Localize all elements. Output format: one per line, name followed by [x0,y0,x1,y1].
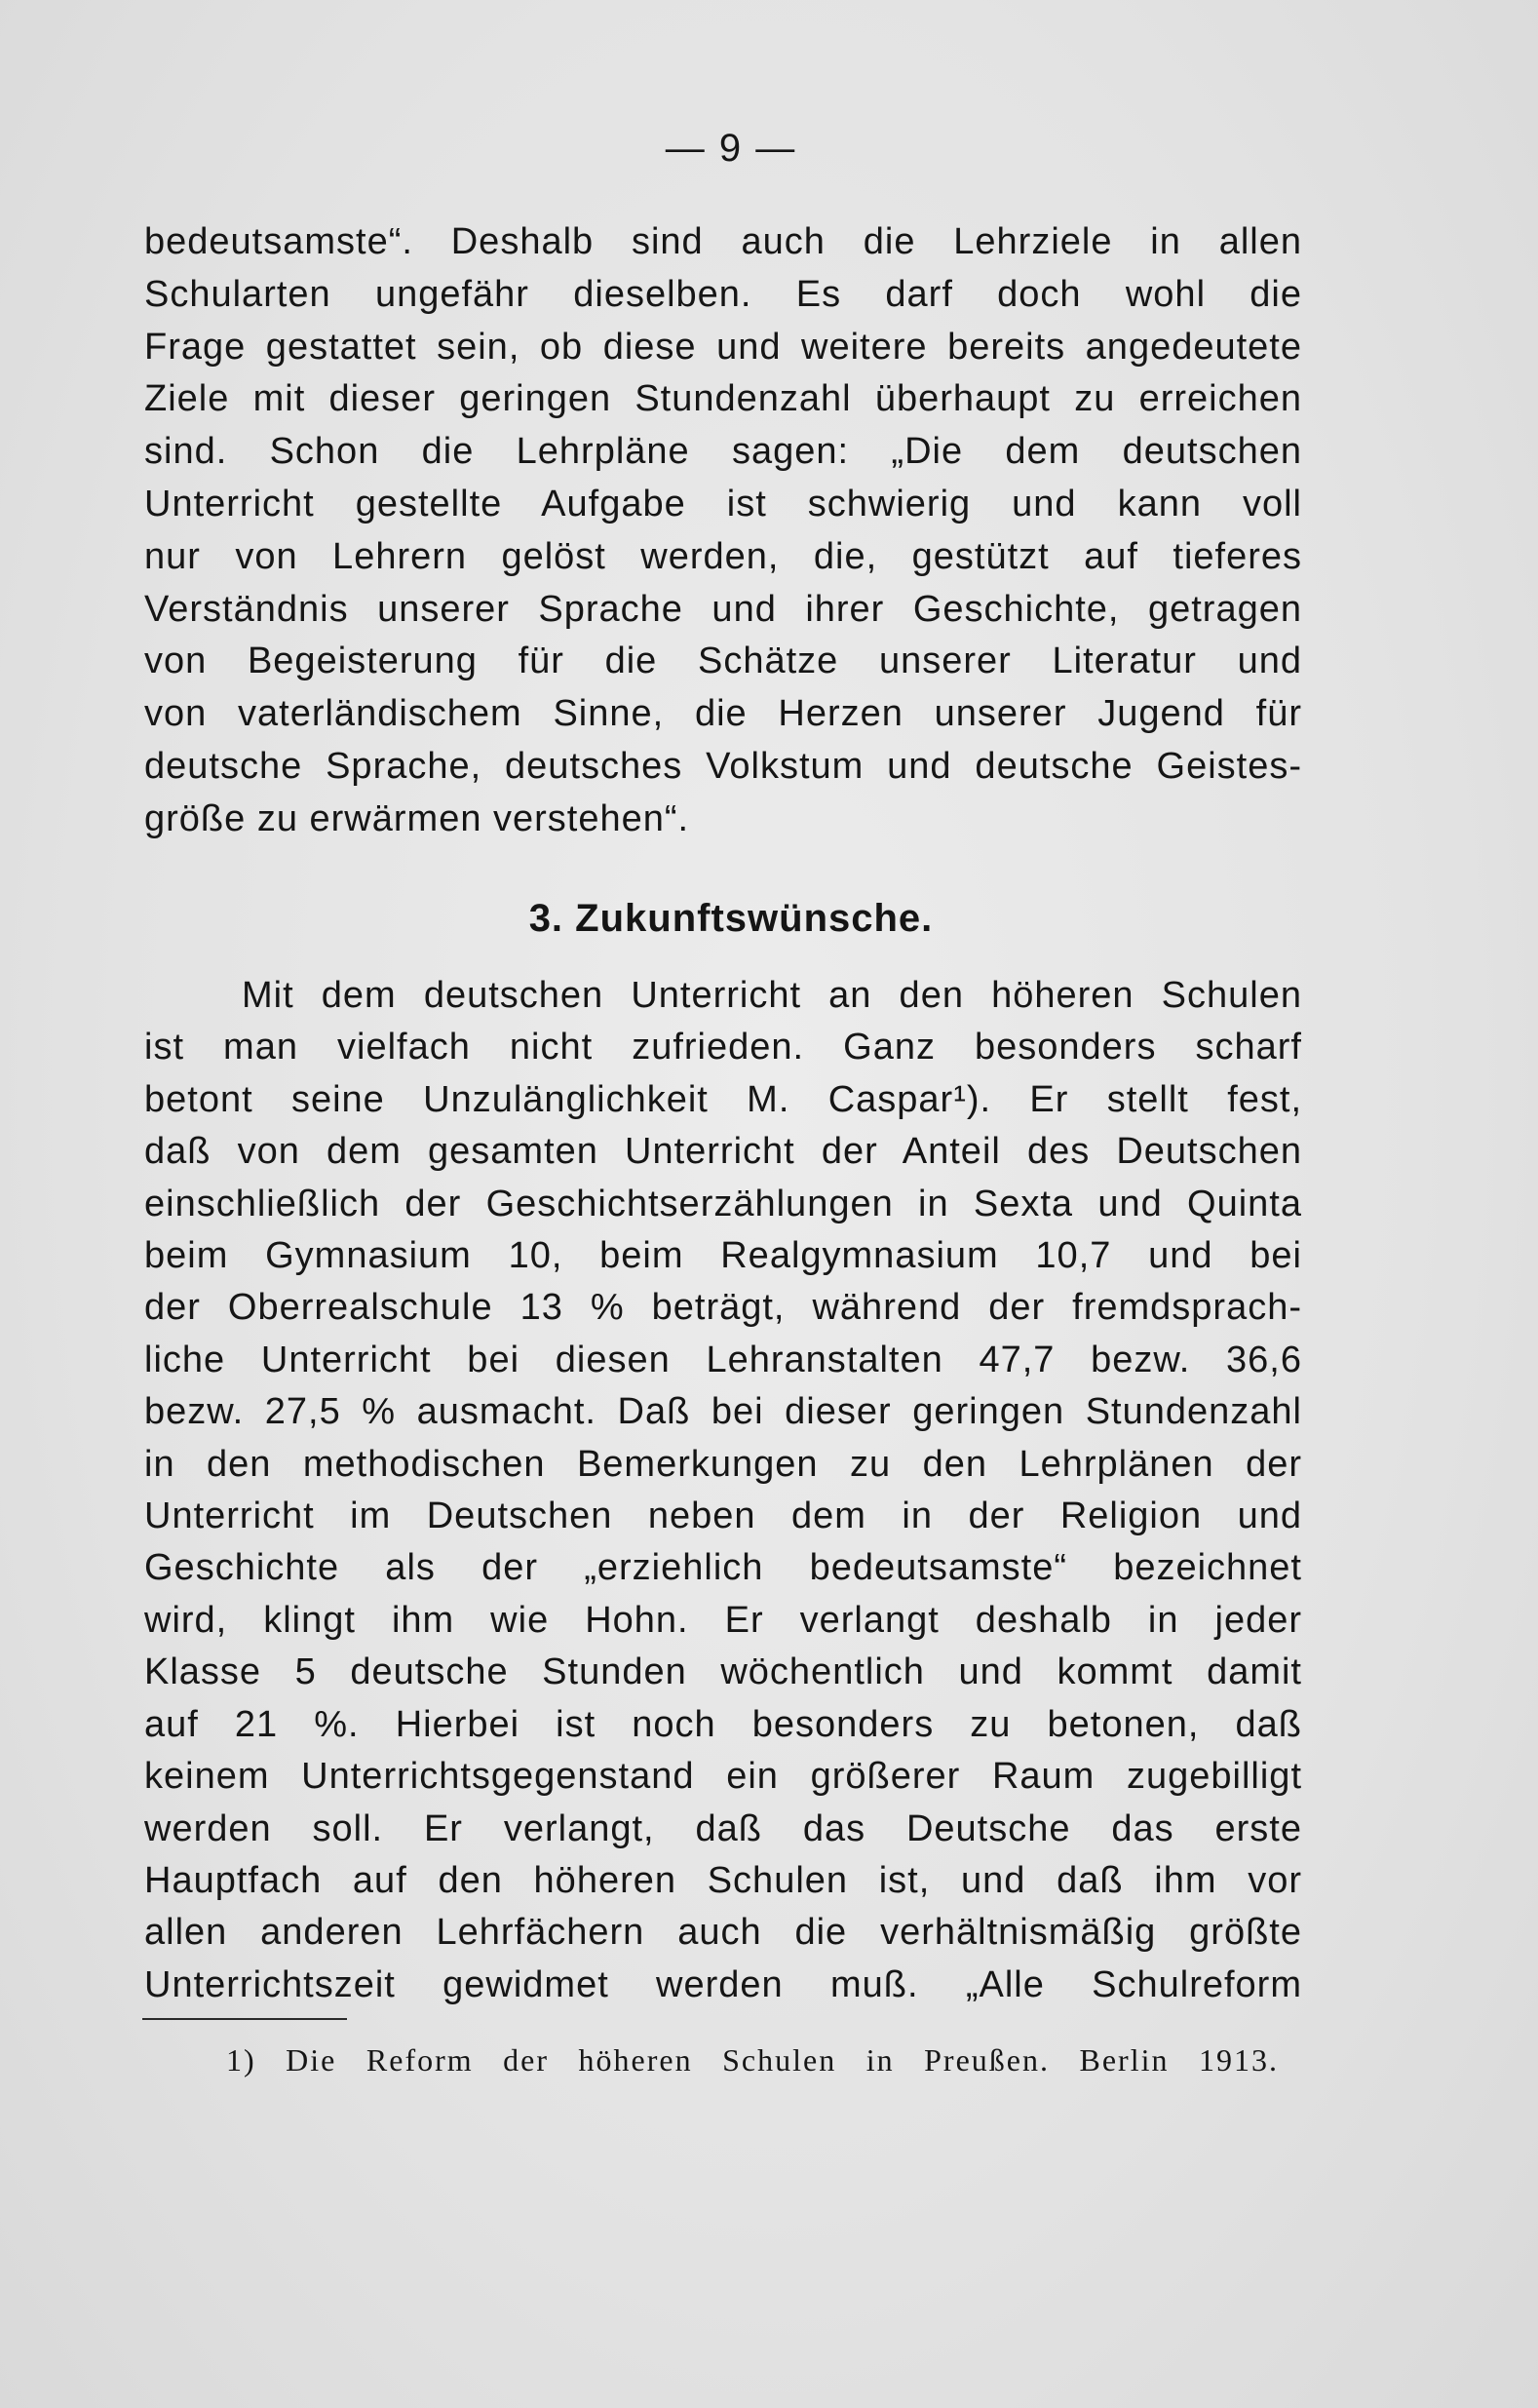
text-line: betont seine Unzulänglichkeit M. Caspar¹). Er stellt fest, [144,1078,1302,1120]
page-number: — 9 — [665,127,797,170]
text-line: werden soll. Er verlangt, daß das Deutsche das erste [144,1807,1302,1849]
section-heading: 3. Zukunftswünsche. [528,897,934,940]
paragraph-2 [144,970,1302,2011]
text-line: Unterricht gestellte Aufgabe ist schwierig und kann voll [144,483,1302,524]
text-line: Schularten ungefähr dieselben. Es darf doch wohl die [144,273,1302,315]
text-line: Verständnis unserer Sprache und ihrer Geschichte, getragen [144,588,1302,630]
paragraph-1 [144,216,1302,846]
text-line: Mit dem deutschen Unterricht an den höheren Schulen [242,975,1302,1016]
text-line: liche Unterricht bei diesen Lehranstalten 47,7 bezw. 36,6 [144,1339,1302,1380]
text-line: Geschichte als der „erziehlich bedeutsamste“ bezeichnet [144,1547,1302,1589]
text-line: einschließlich der Geschichtserzählungen in Sexta und Quinta [144,1183,1302,1224]
text-line: in den methodischen Bemerkungen zu den Lehrplänen der [144,1443,1302,1485]
text-line: bedeutsamste“. Deshalb sind auch die Lehrziele in allen [144,221,1302,262]
text-line: der Oberrealschule 13 % beträgt, während der fremdsprach- [144,1287,1302,1329]
text-line: allen anderen Lehrfächern auch die verhältnismäßig größte [144,1912,1302,1954]
text-line: nur von Lehrern gelöst werden, die, gestützt auf tieferes [144,535,1302,577]
text-line: auf 21 %. Hierbei ist noch besonders zu betonen, daß [144,1703,1302,1745]
footnote-divider [142,2018,347,2020]
text-line: beim Gymnasium 10, beim Realgymnasium 10,7 und bei [144,1235,1302,1277]
text-line: bezw. 27,5 % ausmacht. Daß bei dieser geringen Stundenzahl [144,1391,1302,1433]
text-line: sind. Schon die Lehrpläne sagen: „Die dem deutschen [144,431,1302,473]
text-line: daß von dem gesamten Unterricht der Anteil des Deutschen [144,1131,1302,1173]
text-line: Unterricht im Deutschen neben dem in der Religion und [144,1495,1302,1537]
text-line: Frage gestattet sein, ob diese und weitere bereits angedeutete [144,326,1302,368]
text-line: keinem Unterrichtsgegenstand ein größerer Raum zugebilligt [144,1756,1302,1798]
text-line: größe zu erwärmen verstehen“. [144,797,690,839]
text-line: von vaterländischem Sinne, die Herzen unserer Jugend für [144,693,1302,735]
footnote: 1) Die Reform der höheren Schulen in Preußen. Berlin 1913. [226,2042,1279,2078]
text-line: Unterrichtszeit gewidmet werden muß. „Alle Schulreform [144,1963,1302,2005]
text-line: ist man vielfach nicht zufrieden. Ganz besonders scharf [144,1027,1302,1068]
text-line: Klasse 5 deutsche Stunden wöchentlich und kommt damit [144,1651,1302,1693]
text-line: von Begeisterung für die Schätze unserer Literatur und [144,641,1302,682]
text-line: Hauptfach auf den höheren Schulen ist, und daß ihm vor [144,1859,1302,1901]
text-line: wird, klingt ihm wie Hohn. Er verlangt deshalb in jeder [144,1599,1302,1641]
text-line: deutsche Sprache, deutsches Volkstum und deutsche Geistes- [144,745,1302,787]
text-line: Ziele mit dieser geringen Stundenzahl überhaupt zu erreichen [144,378,1302,420]
